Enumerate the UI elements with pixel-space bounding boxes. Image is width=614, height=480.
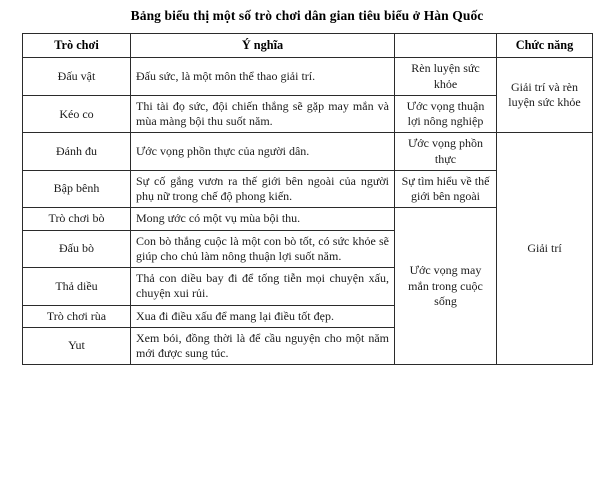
column-header-game: Trò chơi (23, 33, 131, 58)
cell-meaning: Mong ước có một vụ mùa bội thu. (131, 208, 395, 230)
cell-game-name: Trò chơi bò (23, 208, 131, 230)
cell-symbol-merged: Ước vọng may mắn trong cuộc sống (395, 208, 497, 365)
table-header (23, 33, 593, 58)
cell-game-name: Đấu bò (23, 230, 131, 267)
cell-game-name: Kéo co (23, 95, 131, 132)
cell-game-name: Đấu vật (23, 58, 131, 95)
table-row (23, 58, 593, 95)
cell-meaning: Thi tài đọ sức, đội chiến thắng sẽ gặp may mắn và mùa màng bội thu suốt năm. (131, 95, 395, 132)
cell-meaning: Thả con diều bay đi để tống tiễn mọi chuyện xấu, chuyện xui rủi. (131, 268, 395, 305)
cell-symbol: Ước vọng thuận lợi nông nghiệp (395, 95, 497, 132)
cell-symbol: Rèn luyện sức khỏe (395, 58, 497, 95)
cell-game-name: Đánh đu (23, 133, 131, 170)
cell-game-name: Yut (23, 327, 131, 364)
table-header-row (23, 33, 593, 58)
cell-meaning: Sự cố gắng vươn ra thế giới bên ngoài của người phụ nữ trong chế độ phong kiến. (131, 170, 395, 207)
cell-function-merged: Giải trí (497, 133, 593, 365)
page-title: Bảng biểu thị một số trò chơi dân gian tiêu biểu ở Hàn Quốc (130, 8, 484, 23)
cell-symbol: Ước vọng phồn thực (395, 133, 497, 170)
table-container (22, 33, 592, 365)
column-header-meaning: Ý nghĩa (131, 33, 395, 58)
cell-game-name: Trò chơi rùa (23, 305, 131, 327)
cell-function-merged: Giải trí và rèn luyện sức khỏe (497, 58, 593, 133)
cell-meaning: Xua đi điều xấu để mang lại điều tốt đẹp. (131, 305, 395, 327)
cell-meaning: Con bò thắng cuộc là một con bò tốt, có sức khỏe sẽ giúp cho chủ làm nông thuận lợi suốt năm. (131, 230, 395, 267)
table-row (23, 133, 593, 170)
column-header-symbol-spacer (395, 33, 497, 58)
table-body (23, 58, 593, 365)
folk-games-table (22, 33, 593, 365)
cell-game-name: Thả diều (23, 268, 131, 305)
cell-meaning: Xem bói, đồng thời là để cầu nguyện cho một năm mới được sung túc. (131, 327, 395, 364)
cell-symbol: Sự tìm hiểu về thế giới bên ngoài (395, 170, 497, 207)
cell-meaning: Ước vọng phồn thực của người dân. (131, 133, 395, 170)
cell-meaning: Đấu sức, là một môn thể thao giải trí. (131, 58, 395, 95)
cell-game-name: Bập bênh (23, 170, 131, 207)
column-header-function: Chức năng (497, 33, 593, 58)
